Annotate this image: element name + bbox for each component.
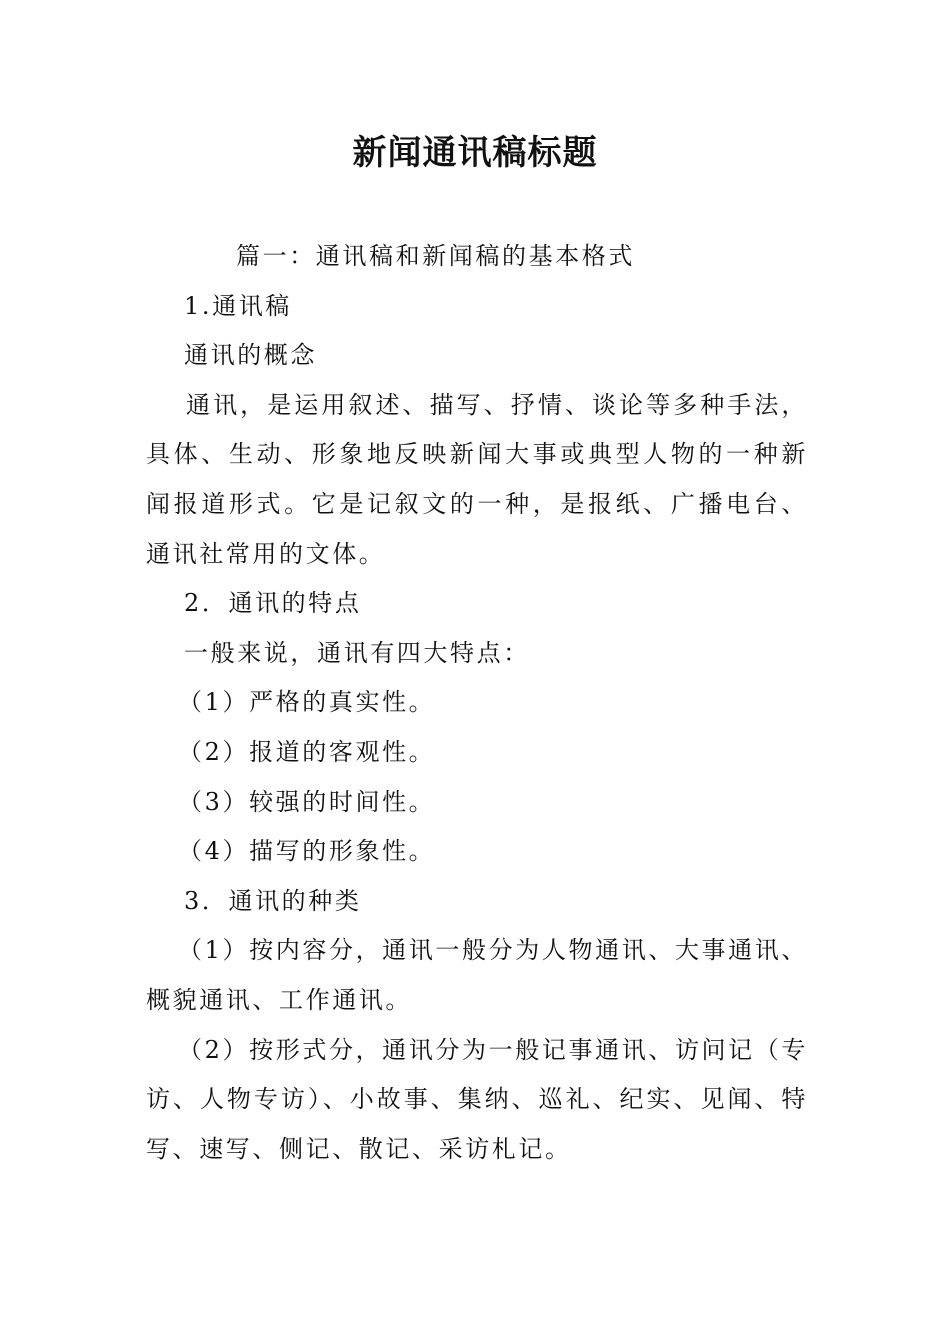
list-item: （2）报道的客观性。 xyxy=(178,737,436,766)
section-heading: 篇一：通讯稿和新闻稿的基本格式 xyxy=(236,242,635,270)
list-item: （3）较强的时间性。 xyxy=(178,787,436,816)
concept-heading: 通讯的概念 xyxy=(184,341,317,370)
document-body xyxy=(146,232,808,1174)
list-item: （4）描写的形象性。 xyxy=(178,837,436,866)
document-title: 新闻通讯稿标题 xyxy=(352,133,598,173)
body-paragraph: 通讯，是运用叙述、描写、抒情、谈论等多种手法，具体、生动、形象地反映新闻大事或典型人物的一种新闻报道形式。它是记叙文的一种，是报纸、广播电台、通讯社常用的文体。 xyxy=(146,390,808,568)
body-paragraph: （2）按形式分，通讯分为一般记事通讯、访问记（专访、人物专访）、小故事、集纳、巡礼、纪实、见闻、特写、速写、侧记、散记、采访札记。 xyxy=(146,1035,808,1163)
subsection-heading: 2．通讯的特点 xyxy=(184,589,362,618)
body-paragraph: 一般来说，通讯有四大特点： xyxy=(184,638,530,667)
body-paragraph: （1）按内容分，通讯一般分为人物通讯、大事通讯、概貌通讯、工作通讯。 xyxy=(146,936,808,1014)
subsection-heading: 1.通讯稿 xyxy=(184,291,292,320)
list-item: （1）严格的真实性。 xyxy=(178,688,436,717)
subsection-heading: 3．通讯的种类 xyxy=(184,886,362,915)
